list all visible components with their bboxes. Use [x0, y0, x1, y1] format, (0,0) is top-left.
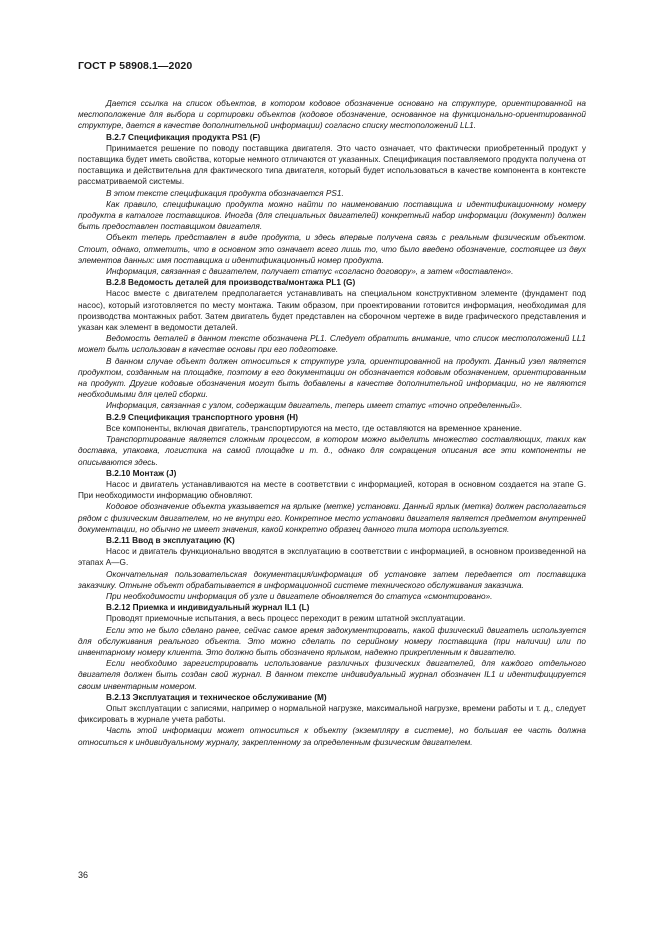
paragraph: Информация, связанная с двигателем, получает статус «согласно договору», а затем «доставлено».: [106, 267, 514, 277]
section-heading: В.2.13 Эксплуатация и техническое обслуживание (М): [106, 692, 327, 702]
paragraph: Информация, связанная с узлом, содержащим двигатель, теперь имеет статус «точно определенный».: [106, 401, 523, 411]
paragraph: Объект теперь представлен в виде продукта, и здесь впервые получена связь с реальным физическим объектом. Стоит, однако, отметить, что в основном это означает всего лишь то, что было введено обозначение, состоящее из двух элементов данных: имя поставщика и идентификационный номер продукта.: [78, 233, 586, 265]
paragraph: В этом тексте спецификация продукта обозначается PS1.: [106, 188, 344, 198]
paragraph: Насос и двигатель устанавливаются на месте в соответствии с информацией, которая в основном создается на этапе G. При необходимости информацию обновляют.: [78, 479, 586, 501]
paragraph: При необходимости информация об узле и двигателе обновляется до статуса «смонтировано».: [106, 591, 493, 601]
paragraph: Все компоненты, включая двигатель, транспортируются на место, где оставляются на временное хранение.: [106, 423, 522, 433]
paragraph: Насос вместе с двигателем предполагается устанавливать на специальном конструктивном элементе (фундамент под насос), который изготовляется по месту монтажа. Таким образом, при проектировании готовится информация, необходимая для производства монтажных работ. Затем двигатель будет представлен на сборочном чертеже в виде графического представления и указан как элемент в ведомости деталей.: [78, 289, 586, 333]
section-heading: В.2.12 Приемка и индивидуальный журнал IL1 (L): [106, 603, 310, 613]
paragraph: Транспортирование является сложным процессом, в котором можно выделить множество составляющих, таких как доставка, упаковка, логистика на самой площадке и т. д., однако для сокращения описания все эти компоненты не описываются здесь.: [78, 435, 586, 467]
paragraph: Опыт эксплуатации с записями, например о нормальной нагрузке, максимальной нагрузке, времени работы и т. д., следует фиксировать в журнале учета работы.: [78, 703, 586, 725]
paragraph: Проводят приемочные испытания, а весь процесс переходит в режим штатной эксплуатации.: [106, 614, 466, 624]
paragraph: Дается ссылка на список объектов, в котором кодовое обозначение основано на структуре, ориентированной на местоположение для выбора и сортировки объектов (кодовое обозначение, основанное на функционально-ориентированной структуре, дается в качестве дополнительной информации) согласно списку местоположений LL1.: [78, 99, 586, 131]
section-heading: В.2.7 Спецификация продукта PS1 (F): [106, 132, 261, 142]
paragraph: Часть этой информации может относиться к объекту (экземпляру в системе), но большая ее часть должна относиться к индивидуальному журналу, закрепленному за определенным физическим двигателем.: [78, 726, 586, 747]
paragraph: Принимается решение по поводу поставщика двигателя. Это часто означает, что фактически приобретенный продукт у поставщика будет иметь свойства, которые немного отличаются от указанных. Спецификация поставляемого продукта получена от поставщика и действительна для фактического типа двигателя, который будет использоваться в качестве компонента в контексте рассматриваемой системы.: [78, 143, 586, 187]
section-heading: В.2.8 Ведомость деталей для производства/монтажа PL1 (G): [106, 278, 356, 288]
paragraph: Насос и двигатель функционально вводятся в эксплуатацию в соответствии с информацией, в основном произведенной на этапах А—G.: [78, 547, 586, 568]
paragraph: В данном случае объект должен относиться к структуре узла, ориентированной на продукт. Данный узел является продуктом, созданным на площадке, поэтому в его документации он обозначается кодовым обозначением, ориентированным на продукт. Другие кодовые обозначения могут быть добавлены в качестве дополнительной информации, но не являются необходимыми для целей сборки.: [78, 356, 586, 400]
paragraph: Кодовое обозначение объекта указывается на ярлыке (метке) установки. Данный ярлык (метка) должен располагаться рядом с физическим двигателем, но не внутри его. Конкретное место установки двигателя является предметом внутренней документации, но обычно не имеет значения, какой конкретно образец данного типа мотора используется.: [78, 502, 586, 534]
section-heading: В.2.10 Монтаж (J): [106, 468, 177, 478]
body-text: [78, 98, 586, 748]
paragraph: Окончательная пользовательская документация/информация об установке затем передается от поставщика заказчику. Отныне объект обрабатывается в информационной системе технического обслуживания заказчика.: [78, 569, 586, 590]
paragraph: Ведомость деталей в данном тексте обозначена PL1. Следует обратить внимание, что список местоположений LL1 может быть использован в качестве основы при его подготовке.: [78, 334, 586, 355]
page-number: 36: [78, 870, 89, 880]
paragraph: Если необходимо зарегистрировать использование различных физических двигателей, для каждого отдельного двигателя должен быть создан свой журнал. В данном тексте индивидуальный журнал обозначен IL1 и идентифицируется своим инвентарным номером.: [78, 659, 586, 691]
section-heading: В.2.9 Спецификация транспортного уровня (Н): [106, 412, 299, 422]
section-heading: В.2.11 Ввод в эксплуатацию (K): [106, 535, 235, 545]
paragraph: Если это не было сделано ранее, сейчас самое время задокументировать, какой физический двигатель используется для обслуживания реального объекта. Это можно сделать по серийному номеру поставщика (при наличии) или по инвентарному номеру клиента. Это должно быть обозначено ярлыком, надежно прикрепленным к двигателю.: [78, 625, 586, 657]
paragraph: Как правило, спецификацию продукта можно найти по наименованию поставщика и идентификационному номеру продукта в каталоге поставщиков. Иногда (для специальных двигателей) конкретный набор информации (документ) должен быть предоставлен поставщиком двигателя.: [78, 199, 586, 232]
page-header-title: ГОСТ Р 58908.1—2020: [78, 60, 193, 72]
